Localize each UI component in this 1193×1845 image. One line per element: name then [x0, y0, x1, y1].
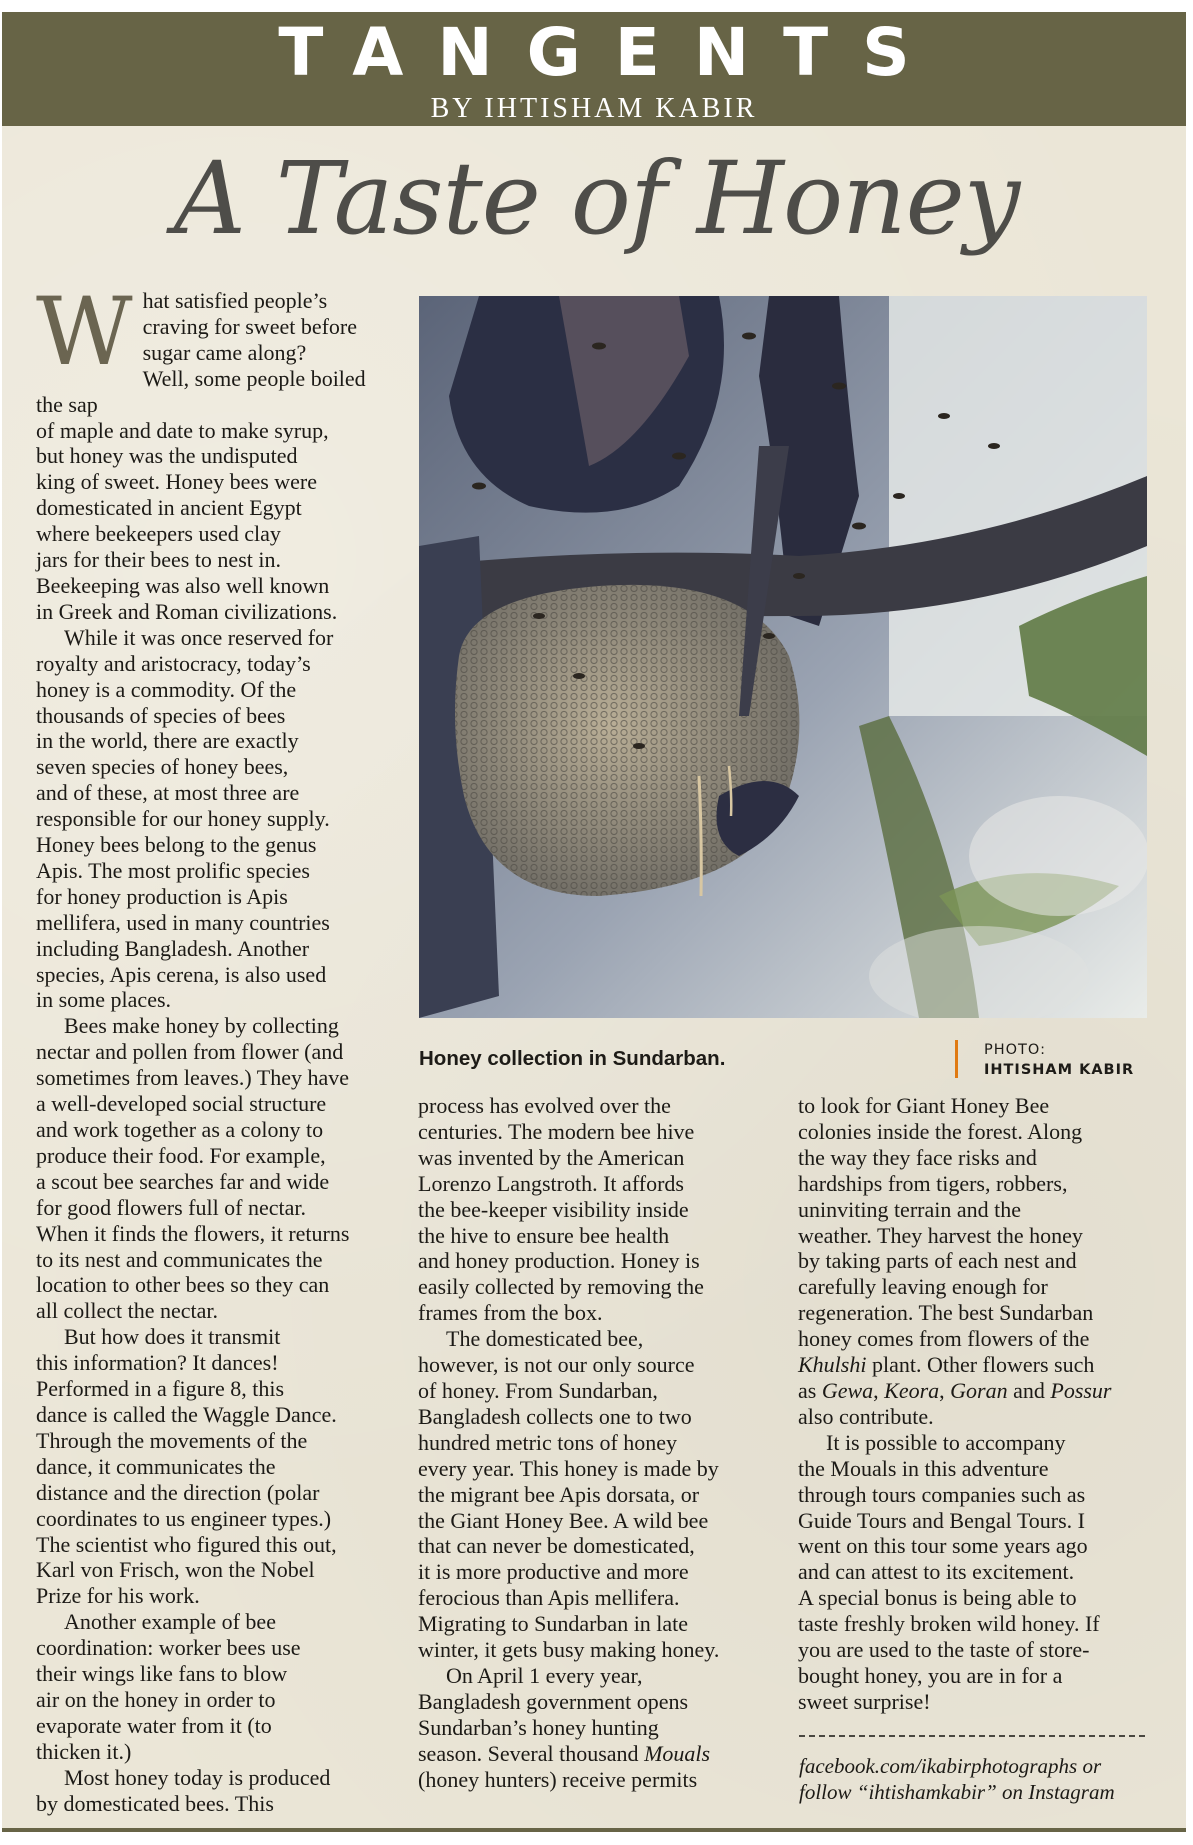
- text-line: easily collected by removing the: [418, 1274, 704, 1300]
- text-line: carefully leaving enough for: [798, 1274, 1048, 1300]
- text-line: Prize for his work.: [36, 1583, 200, 1609]
- text-line: Through the movements of the: [36, 1427, 308, 1453]
- photo-illustration: [419, 296, 1147, 1018]
- drop-cap: W: [36, 278, 133, 387]
- text-line: taste freshly broken wild honey. If: [798, 1611, 1100, 1637]
- text-line: the hive to ensure bee health: [418, 1222, 670, 1248]
- text-line: sometimes from leaves.) They have: [36, 1065, 349, 1091]
- text-line: craving for sweet before: [142, 313, 358, 339]
- moual-term: Mouals: [644, 1740, 711, 1766]
- text-line: bought honey, you are in for a: [798, 1662, 1063, 1688]
- paragraph: to look for Giant Honey Bee colonies inside the forest. Along the way they face risks and hardships from tigers, robbers, uninviting terrain and the weather. They harvest the honey by taking parts of each nest and carefully leaving enough for regeneration. The best Sundarban honey comes from flowers of the Khulshi plant. Other flowers such as Gewa, Keora, Goran and Possur also contribute.: [798, 1093, 1112, 1429]
- text-column-2: [418, 1093, 768, 1792]
- text-line: nectar and pollen from flower (and: [36, 1039, 344, 1065]
- text-line: a well-developed social structure: [36, 1091, 327, 1117]
- text-line: species, Apis cerena, is also used: [36, 961, 327, 987]
- text-line: by taking parts of each nest and: [798, 1248, 1077, 1274]
- text-line: (honey hunters) receive permits: [418, 1766, 698, 1792]
- text-line: as: [798, 1377, 817, 1403]
- paragraph: [36, 1013, 384, 1324]
- text-line: Migrating to Sundarban in late: [418, 1611, 689, 1637]
- text-line: honey is a commodity. Of the: [36, 676, 297, 702]
- text-line: Bees make honey by collecting: [64, 1013, 339, 1039]
- text-line: thousands of species of bees: [36, 702, 286, 728]
- paragraph: [36, 1324, 384, 1609]
- photo-credit-label: PHOTO:: [984, 1042, 1046, 1058]
- text-line: Bangladesh collects one to two: [418, 1403, 692, 1429]
- text-line: to its nest and communicates the: [36, 1246, 323, 1272]
- text-line: regeneration. The best Sundarban: [798, 1300, 1094, 1326]
- text-line: centuries. The modern bee hive: [418, 1118, 695, 1144]
- article-headline: A Taste of Honey: [173, 140, 1020, 257]
- text-line: also contribute.: [798, 1403, 934, 1429]
- text-line: sweet surprise!: [798, 1688, 931, 1714]
- text-line: however, is not our only source: [418, 1352, 695, 1378]
- paragraph: [36, 1765, 384, 1817]
- text-line: in the world, there are exactly: [36, 728, 299, 754]
- honey-collection-photo: [419, 296, 1147, 1018]
- text-line: dance, it communicates the: [36, 1453, 276, 1479]
- text-line: Sundarban’s honey hunting: [418, 1714, 659, 1740]
- text-line: Performed in a figure 8, this: [36, 1376, 285, 1402]
- text-line: that can never be domesticated,: [418, 1533, 695, 1559]
- text-line: Lorenzo Langstroth. It affords: [418, 1170, 684, 1196]
- text-line: king of sweet. Honey bees were: [36, 469, 318, 495]
- text-line: mellifera, used in many countries: [36, 909, 330, 935]
- flower-name: Keora: [884, 1377, 940, 1403]
- paragraph: [36, 1609, 384, 1764]
- text-line: coordinates to us engineer types.): [36, 1505, 332, 1531]
- text-line: and work together as a colony to: [36, 1117, 324, 1142]
- text-line: Guide Tours and Bengal Tours. I: [798, 1507, 1085, 1533]
- text-line: but honey was the undisputed: [36, 443, 298, 469]
- plant-name: Khulshi: [798, 1352, 867, 1378]
- text-line: Karl von Frisch, won the Nobel: [36, 1557, 315, 1583]
- text-line: thicken it.): [36, 1738, 132, 1764]
- text-line: by domesticated bees. This: [36, 1790, 274, 1816]
- text-line: for good flowers full of nectar.: [36, 1194, 307, 1220]
- text-line: including Bangladesh. Another: [36, 935, 310, 961]
- text-line: But how does it transmit: [64, 1324, 281, 1350]
- text-line: of honey. From Sundarban,: [418, 1377, 658, 1403]
- social-links: [799, 1754, 1159, 1805]
- text-line: you are used to the taste of store-: [798, 1637, 1090, 1663]
- photo-credit-name: IHTISHAM KABIR: [984, 1062, 1135, 1078]
- text-line: Most honey today is produced: [64, 1764, 331, 1790]
- paragraph: [36, 625, 384, 1014]
- text-line: When it finds the flowers, it returns: [36, 1220, 350, 1246]
- text-line: it is more productive and more: [418, 1559, 689, 1585]
- text-line: Apis. The most prolific species: [36, 857, 310, 883]
- text-line: in Greek and Roman civilizations.: [36, 598, 338, 624]
- text-line: this information? It dances!: [36, 1350, 279, 1376]
- text-line: colonies inside the forest. Along: [798, 1118, 1083, 1144]
- text-line: Beekeeping was also well known: [36, 572, 330, 598]
- text-line: weather. They harvest the honey: [798, 1222, 1083, 1248]
- bottom-rule: [2, 1828, 1186, 1832]
- column-banner: [2, 12, 1186, 126]
- text-line: The scientist who figured this out,: [36, 1531, 337, 1557]
- paragraph: [798, 1430, 1148, 1715]
- text-line: process has evolved over the: [418, 1093, 671, 1118]
- text-line: in some places.: [36, 987, 172, 1013]
- text-line: produce their food. For example,: [36, 1142, 326, 1168]
- text-line: jars for their bees to nest in.: [36, 547, 281, 573]
- text-column-1: [36, 278, 384, 1816]
- text-line: royalty and aristocracy, today’s: [36, 650, 311, 676]
- text-line: all collect the nectar.: [36, 1298, 219, 1324]
- text-line: the migrant bee Apis dorsata, or: [418, 1481, 700, 1507]
- text-line: honey comes from flowers of the: [798, 1326, 1090, 1352]
- text-line: dance is called the Waggle Dance.: [36, 1401, 337, 1427]
- text-line: every year. This honey is made by: [418, 1455, 719, 1481]
- paragraph: [418, 1663, 768, 1793]
- text-line: frames from the box.: [418, 1300, 603, 1326]
- text-line: hardships from tigers, robbers,: [798, 1170, 1068, 1196]
- text-line: their wings like fans to blow: [36, 1661, 288, 1687]
- text-line: the bee-keeper visibility inside: [418, 1196, 689, 1222]
- text-line: winter, it gets busy making honey.: [418, 1637, 720, 1663]
- instagram-handle: follow “ihtishamkabir” on Instagram: [799, 1779, 1115, 1804]
- text-line: distance and the direction (polar: [36, 1479, 320, 1505]
- text-line: hat satisfied people’s: [142, 288, 328, 313]
- text-line: was invented by the American: [418, 1144, 685, 1170]
- text-line: through tours companies such as: [798, 1481, 1086, 1507]
- paragraph: [418, 1326, 768, 1663]
- text-line: plant. Other flowers such: [871, 1352, 1095, 1378]
- text-line: location to other bees so they can: [36, 1272, 330, 1298]
- text-line: and of these, at most three are: [36, 780, 300, 806]
- flower-name: Gewa: [821, 1377, 874, 1403]
- text-line: and: [1013, 1377, 1045, 1403]
- text-line: On April 1 every year,: [446, 1662, 643, 1688]
- byline: BY IHTISHAM KABIR: [430, 93, 758, 124]
- text-line: to look for Giant Honey Bee: [798, 1093, 1050, 1118]
- text-line: Well, some people boiled the sap: [36, 365, 366, 417]
- text-line: seven species of honey bees,: [36, 754, 289, 780]
- text-line: the Giant Honey Bee. A wild bee: [418, 1507, 709, 1533]
- paragraph: [418, 1093, 768, 1326]
- credit-accent-bar: [955, 1040, 958, 1078]
- text-line: ferocious than Apis mellifera.: [418, 1585, 680, 1611]
- text-line: Bangladesh government opens: [418, 1688, 689, 1714]
- text-line: A special bonus is being able to: [798, 1585, 1077, 1611]
- text-line: While it was once reserved for: [64, 624, 334, 650]
- text-line: went on this tour some years ago: [798, 1533, 1088, 1559]
- text-line: uninviting terrain and the: [798, 1196, 1021, 1222]
- text-line: sugar came along?: [142, 339, 307, 365]
- dashed-divider: [799, 1735, 1145, 1737]
- text-line: the way they face risks and: [798, 1144, 1037, 1170]
- facebook-link: facebook.com/ikabirphotographs or: [799, 1754, 1102, 1778]
- text-line: Honey bees belong to the genus: [36, 832, 317, 858]
- text-line: air on the honey in order to: [36, 1686, 276, 1712]
- text-line: where beekeepers used clay: [36, 521, 281, 547]
- text-line: and honey production. Honey is: [418, 1248, 700, 1274]
- column-title: TANGENTS: [278, 14, 944, 91]
- text-line: season. Several thousand: [418, 1740, 639, 1766]
- text-line: domesticated in ancient Egypt: [36, 495, 302, 521]
- flower-name: Possur: [1050, 1377, 1112, 1403]
- text-line: Another example of bee: [64, 1609, 276, 1635]
- text-line: coordination: worker bees use: [36, 1635, 301, 1661]
- flower-name: Goran: [950, 1377, 1008, 1403]
- text-line: a scout bee searches far and wide: [36, 1168, 330, 1194]
- text-line: The domesticated bee,: [446, 1326, 644, 1352]
- text-line: for honey production is Apis: [36, 883, 288, 909]
- text-line: evaporate water from it (to: [36, 1712, 272, 1738]
- text-line: and can attest to its excitement.: [798, 1559, 1075, 1585]
- text-line: It is possible to accompany: [826, 1429, 1066, 1455]
- text-line: hundred metric tons of honey: [418, 1429, 678, 1455]
- text-line: of maple and date to make syrup,: [36, 417, 329, 443]
- text-line: the Mouals in this adventure: [798, 1455, 1049, 1481]
- text-line: responsible for our honey supply.: [36, 806, 330, 832]
- text-column-3: [798, 1093, 1148, 1715]
- photo-caption: Honey collection in Sundarban.: [419, 1047, 726, 1070]
